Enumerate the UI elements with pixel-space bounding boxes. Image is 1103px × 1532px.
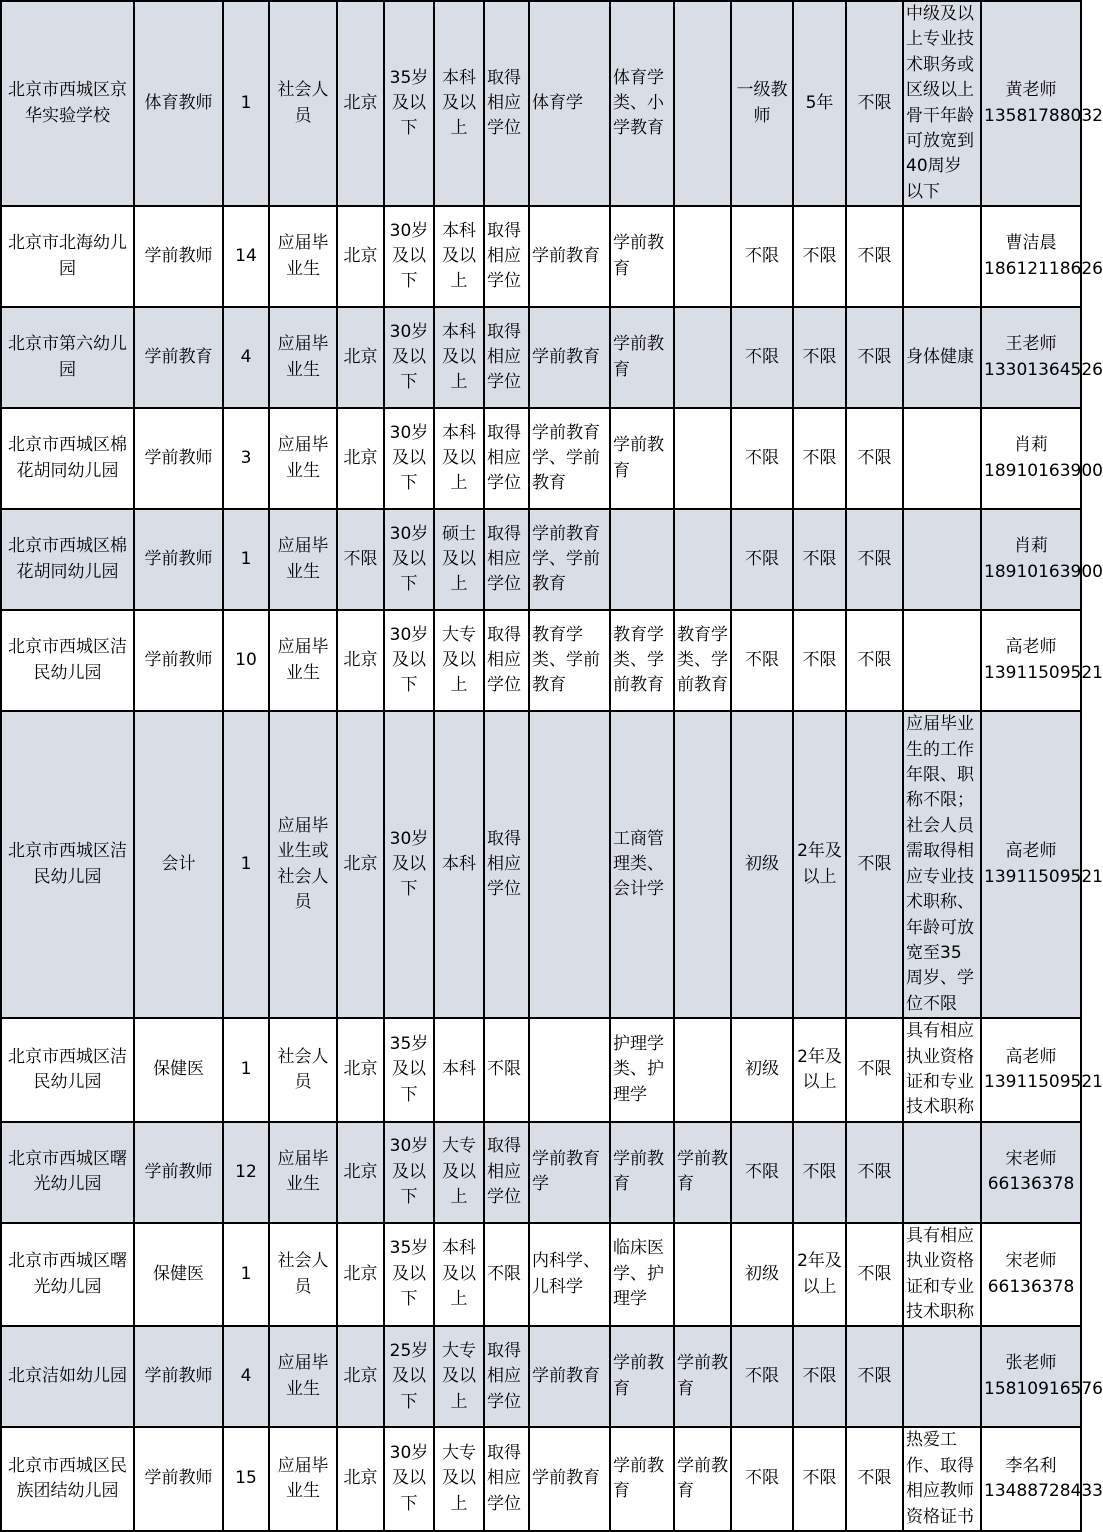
education-cell: 硕士及以上 <box>434 509 484 610</box>
experience-cell: 5年 <box>793 1 846 206</box>
age-cell: 35岁及以下 <box>384 1018 434 1122</box>
source-cell: 应届毕业生 <box>269 408 337 509</box>
source-cell: 社会人员 <box>269 1 337 206</box>
major-college-cell <box>674 711 731 1018</box>
major-college-cell <box>674 206 731 307</box>
education-cell: 本科及以上 <box>434 307 484 408</box>
major-grad-cell: 学前教育 <box>610 1427 674 1531</box>
notes-cell: 热爱工作、取得相应教师资格证书 <box>903 1427 981 1531</box>
table-row <box>1 1326 1081 1427</box>
position-cell: 学前教师 <box>134 408 223 509</box>
position-cell: 学前教师 <box>134 610 223 711</box>
major-undergrad-cell <box>529 1018 610 1122</box>
major-undergrad-cell: 学前教育 <box>529 307 610 408</box>
major-undergrad-cell <box>529 711 610 1018</box>
title-cell: 不限 <box>731 509 793 610</box>
major-grad-cell: 学前教育 <box>610 1326 674 1427</box>
table-row <box>1 206 1081 307</box>
table-row <box>1 1122 1081 1223</box>
contact-cell: 高老师13911509521 <box>981 610 1081 711</box>
count-cell: 1 <box>223 1223 269 1327</box>
contact-cell: 肖莉18910163900 <box>981 509 1081 610</box>
title-cell: 初级 <box>731 711 793 1018</box>
major-undergrad-cell: 学前教育 <box>529 1326 610 1427</box>
school-cell: 北京市西城区曙光幼儿园 <box>1 1223 134 1327</box>
residence-cell: 北京 <box>337 1 384 206</box>
other-req-cell: 不限 <box>846 509 903 610</box>
position-cell: 保健医 <box>134 1018 223 1122</box>
major-undergrad-cell: 教育学类、学前教育 <box>529 610 610 711</box>
major-college-cell: 学前教育 <box>674 1326 731 1427</box>
education-cell: 本科及以上 <box>434 408 484 509</box>
contact-cell: 高老师13911509521 <box>981 1018 1081 1122</box>
contact-cell: 曹洁晨18612118626 <box>981 206 1081 307</box>
education-cell: 大专及以上 <box>434 1122 484 1223</box>
school-cell: 北京市西城区曙光幼儿园 <box>1 1122 134 1223</box>
notes-cell <box>903 1122 981 1223</box>
degree-cell: 取得相应学位 <box>484 206 529 307</box>
residence-cell: 北京 <box>337 1122 384 1223</box>
age-cell: 30岁及以下 <box>384 1427 434 1531</box>
school-cell: 北京市西城区棉花胡同幼儿园 <box>1 408 134 509</box>
education-cell: 本科及以上 <box>434 206 484 307</box>
position-cell: 学前教师 <box>134 206 223 307</box>
table-row <box>1 711 1081 1018</box>
table-row <box>1 1427 1081 1531</box>
education-cell: 大专及以上 <box>434 1427 484 1531</box>
major-grad-cell <box>610 509 674 610</box>
contact-cell: 宋老师66136378 <box>981 1122 1081 1223</box>
other-req-cell: 不限 <box>846 1018 903 1122</box>
position-cell: 学前教师 <box>134 1427 223 1531</box>
experience-cell: 不限 <box>793 1326 846 1427</box>
experience-cell: 不限 <box>793 1427 846 1531</box>
source-cell: 应届毕业生 <box>269 1122 337 1223</box>
count-cell: 1 <box>223 1 269 206</box>
degree-cell: 取得相应学位 <box>484 1122 529 1223</box>
school-cell: 北京市第六幼儿园 <box>1 307 134 408</box>
major-college-cell: 教育学类、学前教育 <box>674 610 731 711</box>
position-cell: 学前教师 <box>134 509 223 610</box>
contact-cell: 宋老师66136378 <box>981 1223 1081 1327</box>
age-cell: 30岁及以下 <box>384 610 434 711</box>
school-cell: 北京市西城区洁民幼儿园 <box>1 610 134 711</box>
position-cell: 学前教师 <box>134 1326 223 1427</box>
age-cell: 30岁及以下 <box>384 509 434 610</box>
notes-cell: 具有相应执业资格证和专业技术职称 <box>903 1223 981 1327</box>
notes-cell <box>903 610 981 711</box>
school-cell: 北京市西城区京华实验学校 <box>1 1 134 206</box>
age-cell: 30岁及以下 <box>384 1122 434 1223</box>
contact-cell: 王老师13301364526 <box>981 307 1081 408</box>
count-cell: 12 <box>223 1122 269 1223</box>
major-undergrad-cell: 学前教育 <box>529 1427 610 1531</box>
major-college-cell <box>674 408 731 509</box>
major-college-cell <box>674 1 731 206</box>
source-cell: 应届毕业生 <box>269 1427 337 1531</box>
contact-cell: 高老师13911509521 <box>981 711 1081 1018</box>
other-req-cell: 不限 <box>846 1 903 206</box>
residence-cell: 北京 <box>337 307 384 408</box>
experience-cell: 不限 <box>793 509 846 610</box>
experience-cell: 不限 <box>793 408 846 509</box>
title-cell: 不限 <box>731 1326 793 1427</box>
title-cell: 不限 <box>731 1427 793 1531</box>
source-cell: 应届毕业生 <box>269 610 337 711</box>
major-grad-cell: 临床医学、护理学 <box>610 1223 674 1327</box>
experience-cell: 不限 <box>793 206 846 307</box>
notes-cell: 身体健康 <box>903 307 981 408</box>
residence-cell: 不限 <box>337 509 384 610</box>
degree-cell: 取得相应学位 <box>484 509 529 610</box>
other-req-cell: 不限 <box>846 1427 903 1531</box>
source-cell: 应届毕业生或社会人员 <box>269 711 337 1018</box>
school-cell: 北京洁如幼儿园 <box>1 1326 134 1427</box>
other-req-cell: 不限 <box>846 1223 903 1327</box>
degree-cell: 不限 <box>484 1018 529 1122</box>
title-cell: 不限 <box>731 610 793 711</box>
degree-cell: 取得相应学位 <box>484 610 529 711</box>
education-cell: 本科 <box>434 711 484 1018</box>
major-undergrad-cell: 内科学、儿科学 <box>529 1223 610 1327</box>
education-cell: 本科及以上 <box>434 1223 484 1327</box>
major-grad-cell: 教育学类、学前教育 <box>610 610 674 711</box>
position-cell: 学前教育 <box>134 307 223 408</box>
table-row <box>1 509 1081 610</box>
major-college-cell <box>674 1223 731 1327</box>
age-cell: 30岁及以下 <box>384 711 434 1018</box>
major-undergrad-cell: 学前教育学 <box>529 1122 610 1223</box>
education-cell: 大专及以上 <box>434 1326 484 1427</box>
count-cell: 1 <box>223 711 269 1018</box>
major-grad-cell: 学前教育 <box>610 1122 674 1223</box>
table-row <box>1 1223 1081 1327</box>
source-cell: 应届毕业生 <box>269 509 337 610</box>
residence-cell: 北京 <box>337 1223 384 1327</box>
residence-cell: 北京 <box>337 1018 384 1122</box>
residence-cell: 北京 <box>337 1427 384 1531</box>
experience-cell: 不限 <box>793 307 846 408</box>
school-cell: 北京市西城区洁民幼儿园 <box>1 1018 134 1122</box>
source-cell: 应届毕业生 <box>269 307 337 408</box>
school-cell: 北京市西城区洁民幼儿园 <box>1 711 134 1018</box>
other-req-cell: 不限 <box>846 206 903 307</box>
major-grad-cell: 工商管理类、会计学 <box>610 711 674 1018</box>
notes-cell <box>903 509 981 610</box>
contact-cell: 张老师15810916576 <box>981 1326 1081 1427</box>
major-grad-cell: 体育学类、小学教育 <box>610 1 674 206</box>
major-college-cell <box>674 307 731 408</box>
contact-cell: 黄老师13581788032 <box>981 1 1081 206</box>
age-cell: 35岁及以下 <box>384 1223 434 1327</box>
major-college-cell: 学前教育 <box>674 1122 731 1223</box>
education-cell: 大专及以上 <box>434 610 484 711</box>
education-cell: 本科 <box>434 1018 484 1122</box>
experience-cell: 不限 <box>793 1122 846 1223</box>
source-cell: 应届毕业生 <box>269 206 337 307</box>
experience-cell: 2年及以上 <box>793 1223 846 1327</box>
title-cell: 不限 <box>731 206 793 307</box>
school-cell: 北京市西城区棉花胡同幼儿园 <box>1 509 134 610</box>
count-cell: 4 <box>223 1326 269 1427</box>
major-undergrad-cell: 学前教育学、学前教育 <box>529 408 610 509</box>
other-req-cell: 不限 <box>846 711 903 1018</box>
major-grad-cell: 学前教育 <box>610 206 674 307</box>
title-cell: 不限 <box>731 307 793 408</box>
other-req-cell: 不限 <box>846 1326 903 1427</box>
title-cell: 初级 <box>731 1223 793 1327</box>
title-cell: 一级教师 <box>731 1 793 206</box>
notes-cell: 具有相应执业资格证和专业技术职称 <box>903 1018 981 1122</box>
source-cell: 社会人员 <box>269 1223 337 1327</box>
residence-cell: 北京 <box>337 1326 384 1427</box>
experience-cell: 2年及以上 <box>793 1018 846 1122</box>
major-undergrad-cell: 学前教育 <box>529 206 610 307</box>
degree-cell: 取得相应学位 <box>484 1427 529 1531</box>
title-cell: 不限 <box>731 1122 793 1223</box>
residence-cell: 北京 <box>337 206 384 307</box>
degree-cell: 取得相应学位 <box>484 711 529 1018</box>
count-cell: 1 <box>223 1018 269 1122</box>
source-cell: 应届毕业生 <box>269 1326 337 1427</box>
age-cell: 30岁及以下 <box>384 307 434 408</box>
residence-cell: 北京 <box>337 408 384 509</box>
residence-cell: 北京 <box>337 610 384 711</box>
major-college-cell <box>674 1018 731 1122</box>
notes-cell: 应届毕业生的工作年限、职称不限；社会人员需取得相应专业技术职称、年龄可放宽至35周岁、学位不限 <box>903 711 981 1018</box>
major-grad-cell: 学前教育 <box>610 307 674 408</box>
residence-cell: 北京 <box>337 711 384 1018</box>
degree-cell: 不限 <box>484 1223 529 1327</box>
notes-cell <box>903 408 981 509</box>
experience-cell: 不限 <box>793 610 846 711</box>
age-cell: 30岁及以下 <box>384 206 434 307</box>
major-grad-cell: 学前教育 <box>610 408 674 509</box>
table-row <box>1 1 1081 206</box>
other-req-cell: 不限 <box>846 307 903 408</box>
title-cell: 初级 <box>731 1018 793 1122</box>
position-cell: 学前教师 <box>134 1122 223 1223</box>
school-cell: 北京市西城区民族团结幼儿园 <box>1 1427 134 1531</box>
major-college-cell <box>674 509 731 610</box>
position-cell: 会计 <box>134 711 223 1018</box>
count-cell: 3 <box>223 408 269 509</box>
count-cell: 10 <box>223 610 269 711</box>
age-cell: 35岁及以下 <box>384 1 434 206</box>
other-req-cell: 不限 <box>846 1122 903 1223</box>
title-cell: 不限 <box>731 408 793 509</box>
source-cell: 社会人员 <box>269 1018 337 1122</box>
degree-cell: 取得相应学位 <box>484 408 529 509</box>
other-req-cell: 不限 <box>846 610 903 711</box>
notes-cell <box>903 1326 981 1427</box>
degree-cell: 取得相应学位 <box>484 1 529 206</box>
count-cell: 1 <box>223 509 269 610</box>
contact-cell: 肖莉18910163900 <box>981 408 1081 509</box>
position-cell: 保健医 <box>134 1223 223 1327</box>
count-cell: 14 <box>223 206 269 307</box>
experience-cell: 2年及以上 <box>793 711 846 1018</box>
count-cell: 15 <box>223 1427 269 1531</box>
degree-cell: 取得相应学位 <box>484 1326 529 1427</box>
major-undergrad-cell: 体育学 <box>529 1 610 206</box>
notes-cell <box>903 206 981 307</box>
other-req-cell: 不限 <box>846 408 903 509</box>
major-grad-cell: 护理学类、护理学 <box>610 1018 674 1122</box>
contact-cell: 李名利13488728433 <box>981 1427 1081 1531</box>
age-cell: 30岁及以下 <box>384 408 434 509</box>
major-college-cell: 学前教育 <box>674 1427 731 1531</box>
table-row <box>1 610 1081 711</box>
table-row <box>1 307 1081 408</box>
notes-cell: 中级及以上专业技术职务或区级以上骨干年龄可放宽到40周岁以下 <box>903 1 981 206</box>
age-cell: 25岁及以下 <box>384 1326 434 1427</box>
count-cell: 4 <box>223 307 269 408</box>
school-cell: 北京市北海幼儿园 <box>1 206 134 307</box>
position-cell: 体育教师 <box>134 1 223 206</box>
table-row <box>1 408 1081 509</box>
major-undergrad-cell: 学前教育学、学前教育 <box>529 509 610 610</box>
table-row <box>1 1018 1081 1122</box>
degree-cell: 取得相应学位 <box>484 307 529 408</box>
education-cell: 本科及以上 <box>434 1 484 206</box>
